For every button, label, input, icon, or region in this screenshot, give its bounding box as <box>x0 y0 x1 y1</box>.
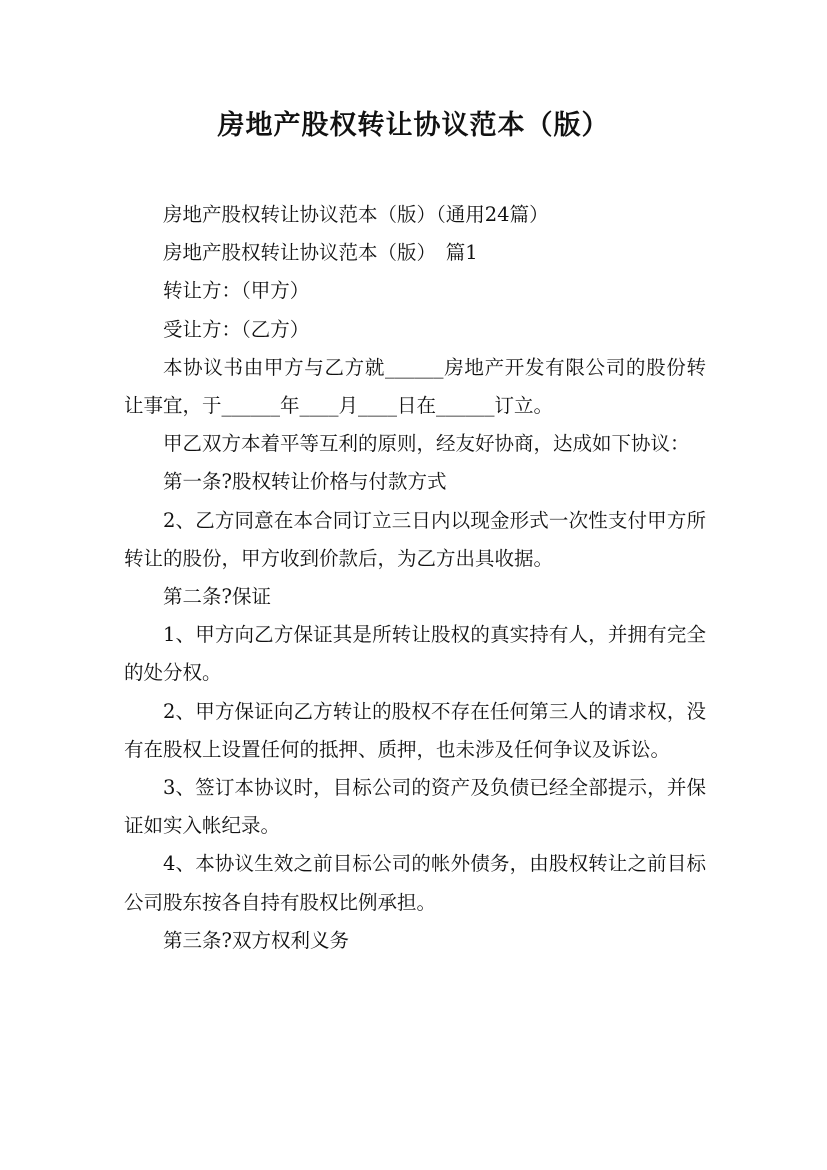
article-2-clause-4: 4、本协议生效之前目标公司的帐外债务，由股权转让之前目标公司股东按各自持有股权比例承担。 <box>124 852 706 914</box>
article-2-clause-1: 1、甲方向乙方保证其是所转让股权的真实持有人，并拥有完全的处分权。 <box>124 623 706 685</box>
paragraph-agreement-intro: 本协议书由甲方与乙方就______房地产开发有限公司的股份转让事宜，于______年____月____日在______订立。 <box>124 355 706 418</box>
paragraph-transferee: 受让方：（乙方） <box>163 317 310 341</box>
article-2-heading: 第二条?保证 <box>163 585 271 609</box>
article-3-heading: 第三条?双方权利义务 <box>163 928 349 952</box>
article-2-clause-2: 2、甲方保证向乙方转让的股权不存在任何第三人的请求权，没有在股权上设置任何的抵押、质押，也未涉及任何争议及诉讼。 <box>124 699 706 761</box>
document-title: 房地产股权转让协议范本（版） <box>217 110 610 141</box>
paragraph-section-heading: 房地产股权转让协议范本（版） 篇1 <box>163 241 478 265</box>
article-2-clause-3: 3、签订本协议时，目标公司的资产及负债已经全部提示，并保证如实入帐纪录。 <box>124 776 706 838</box>
article-1-heading: 第一条?股权转让价格与付款方式 <box>163 470 447 494</box>
article-1-clause-2: 2、乙方同意在本合同订立三日内以现金形式一次性支付甲方所转让的股份，甲方收到价款后，为乙方出具收据。 <box>124 508 706 570</box>
paragraph-collection-title: 房地产股权转让协议范本（版）（通用24篇） <box>163 203 549 226</box>
paragraph-principles: 甲乙双方本着平等互利的原则，经友好协商，达成如下协议： <box>163 432 690 456</box>
paragraph-transferor: 转让方：（甲方） <box>163 279 310 303</box>
document-body <box>124 196 706 960</box>
